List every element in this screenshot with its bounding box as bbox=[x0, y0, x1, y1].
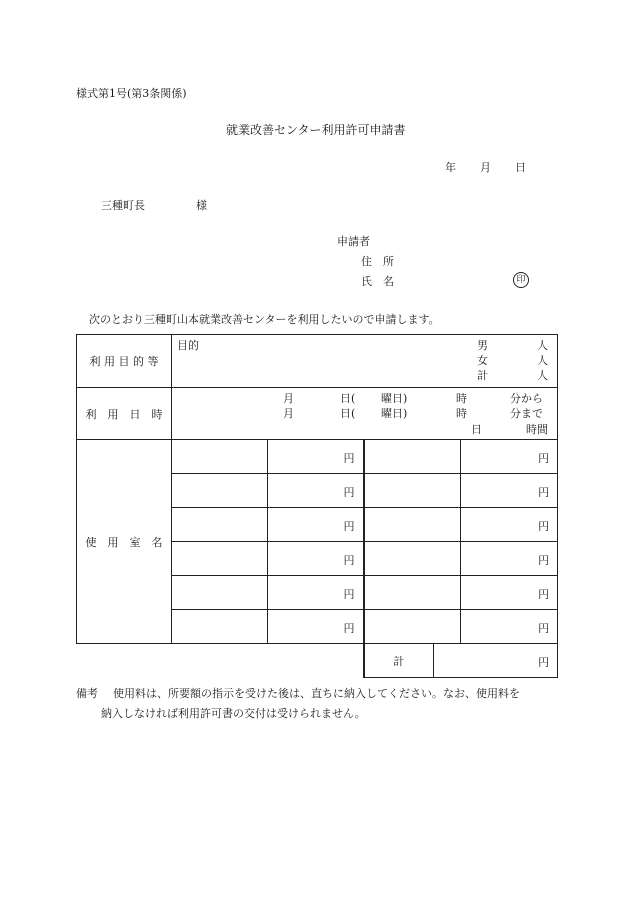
date-day: 日 bbox=[515, 161, 526, 174]
date-month: 月 bbox=[480, 161, 491, 174]
page-title: 就業改善センター利用許可申請書 bbox=[226, 123, 406, 137]
duration-days: 日 bbox=[471, 423, 482, 436]
yen-label: 円 bbox=[538, 554, 550, 567]
total-row bbox=[77, 644, 558, 678]
total-persons-unit: 人 bbox=[537, 369, 548, 382]
room-name-cell-right[interactable] bbox=[364, 542, 461, 576]
room-fee-cell-left[interactable] bbox=[268, 576, 364, 610]
start-weekday: 曜日) bbox=[381, 392, 408, 405]
room-fee-cell-right[interactable] bbox=[461, 440, 558, 474]
application-table bbox=[76, 334, 558, 678]
purpose-row bbox=[77, 335, 558, 388]
applicant-address-label: 住 所 bbox=[361, 255, 394, 268]
datetime-row bbox=[77, 388, 558, 440]
remarks-line2: 納入しなければ利用許可書の交付は受けられません。 bbox=[101, 707, 366, 720]
room-name-cell-right[interactable] bbox=[364, 576, 461, 610]
room-fee-cell-left[interactable] bbox=[268, 542, 364, 576]
room-name-cell-right[interactable] bbox=[364, 440, 461, 474]
end-month: 月 bbox=[283, 407, 294, 420]
date-year: 年 bbox=[445, 161, 456, 174]
addressee-honorific: 様 bbox=[196, 199, 207, 212]
room-fee-cell-right[interactable] bbox=[461, 576, 558, 610]
yen-label: 円 bbox=[343, 554, 355, 567]
addressee-name: 三種町長 bbox=[101, 199, 145, 212]
applicant-name-label: 氏 名 bbox=[361, 275, 394, 288]
start-minute: 分から bbox=[510, 392, 543, 405]
applicant-label: 申請者 bbox=[337, 235, 370, 248]
room-name-cell-left[interactable] bbox=[172, 576, 268, 610]
male-unit: 人 bbox=[537, 339, 548, 352]
total-yen-label: 円 bbox=[538, 656, 550, 669]
room-fee-cell-left[interactable] bbox=[268, 610, 364, 644]
total-label: 計 bbox=[364, 644, 434, 678]
end-hour: 時 bbox=[456, 407, 467, 420]
form-number: 様式第1号(第3条関係) bbox=[76, 87, 187, 100]
datetime-label: 利 用 日 時 bbox=[77, 388, 172, 440]
purpose-field-label: 目的 bbox=[177, 339, 199, 352]
seal-mark bbox=[513, 272, 529, 288]
yen-label: 円 bbox=[538, 520, 550, 533]
seal-text: 印 bbox=[516, 275, 526, 285]
rooms-label: 使 用 室 名 bbox=[77, 440, 172, 644]
end-day: 日( bbox=[340, 407, 356, 420]
yen-label: 円 bbox=[343, 520, 355, 533]
end-weekday: 曜日) bbox=[381, 407, 408, 420]
room-fee-cell-right[interactable] bbox=[461, 508, 558, 542]
room-fee-cell-left[interactable] bbox=[268, 440, 364, 474]
yen-label: 円 bbox=[343, 588, 355, 601]
male-label: 男 bbox=[477, 339, 488, 352]
start-day: 日( bbox=[340, 392, 356, 405]
female-unit: 人 bbox=[537, 354, 548, 367]
yen-label: 円 bbox=[538, 588, 550, 601]
room-name-cell-left[interactable] bbox=[172, 610, 268, 644]
duration-hours: 時間 bbox=[526, 423, 548, 436]
purpose-label: 利 用 目 的 等 bbox=[77, 335, 172, 388]
yen-label: 円 bbox=[538, 622, 550, 635]
datetime-cell[interactable] bbox=[172, 388, 558, 440]
yen-label: 円 bbox=[343, 452, 355, 465]
room-name-cell-left[interactable] bbox=[172, 440, 268, 474]
yen-label: 円 bbox=[343, 486, 355, 499]
remarks-label: 備考 bbox=[76, 687, 98, 700]
room-fee-cell-right[interactable] bbox=[461, 542, 558, 576]
room-fee-cell-right[interactable] bbox=[461, 474, 558, 508]
room-name-cell-left[interactable] bbox=[172, 542, 268, 576]
start-hour: 時 bbox=[456, 392, 467, 405]
end-minute: 分まで bbox=[510, 407, 543, 420]
room-fee-cell-left[interactable] bbox=[268, 508, 364, 542]
yen-label: 円 bbox=[343, 622, 355, 635]
yen-label: 円 bbox=[538, 452, 550, 465]
purpose-cell[interactable] bbox=[172, 335, 558, 388]
room-row bbox=[77, 440, 558, 474]
room-name-cell-left[interactable] bbox=[172, 474, 268, 508]
total-spacer bbox=[77, 644, 364, 678]
intro-text: 次のとおり三種町山本就業改善センターを利用したいので申請します。 bbox=[89, 313, 440, 326]
yen-label: 円 bbox=[538, 486, 550, 499]
room-name-cell-right[interactable] bbox=[364, 508, 461, 542]
room-name-cell-left[interactable] bbox=[172, 508, 268, 542]
total-fee-cell[interactable] bbox=[434, 644, 558, 678]
total-persons-label: 計 bbox=[477, 369, 488, 382]
start-month: 月 bbox=[283, 392, 294, 405]
room-name-cell-right[interactable] bbox=[364, 610, 461, 644]
room-fee-cell-left[interactable] bbox=[268, 474, 364, 508]
room-fee-cell-right[interactable] bbox=[461, 610, 558, 644]
female-label: 女 bbox=[477, 354, 488, 367]
remarks-line1: 使用料は、所要額の指示を受けた後は、直ちに納入してください。なお、使用料を bbox=[113, 687, 520, 700]
room-name-cell-right[interactable] bbox=[364, 474, 461, 508]
